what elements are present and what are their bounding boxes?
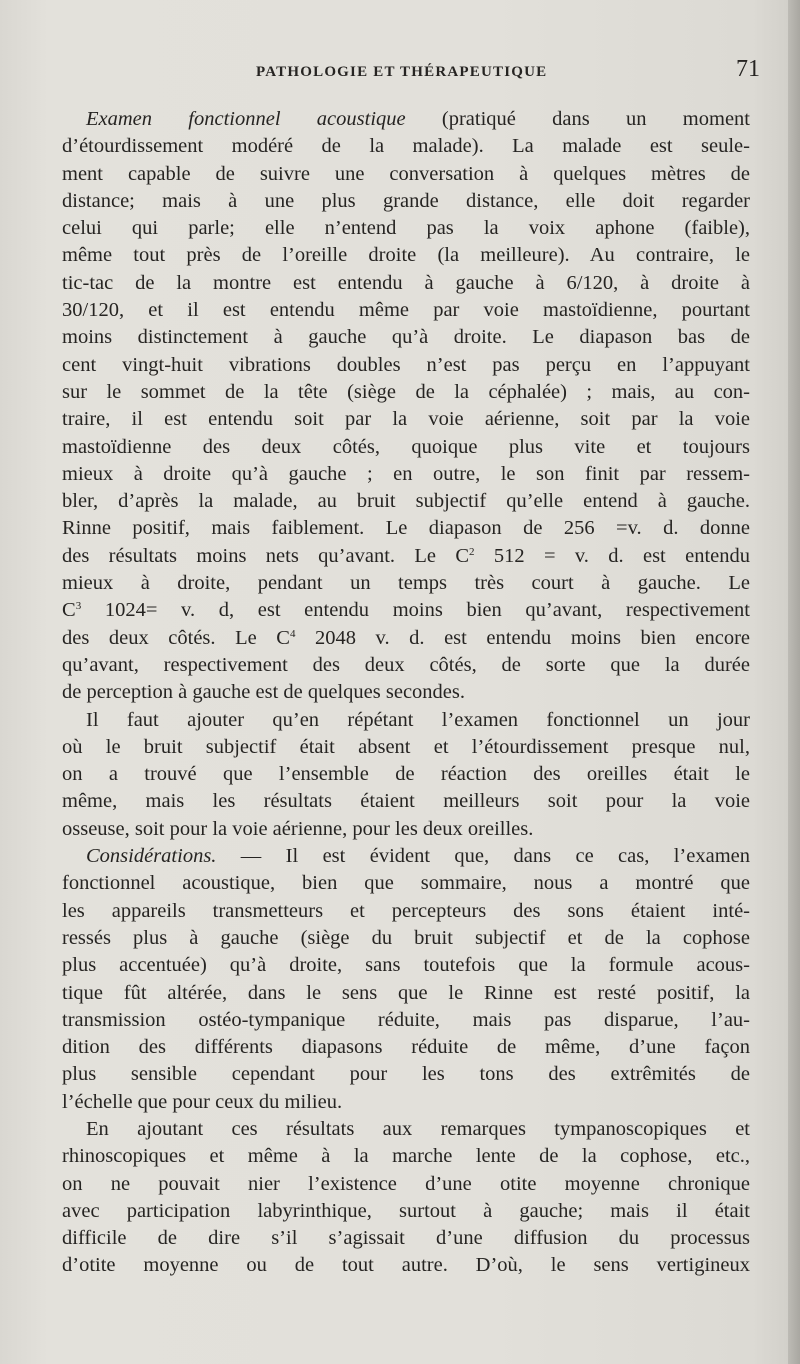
text-line (62, 324, 750, 351)
text-segment: même, mais les résultats étaient meilleurs soit pour la voie (62, 790, 750, 813)
text-line (62, 843, 750, 870)
text-segment: on ne pouvait nier l’existence d’une otite moyenne chronique (62, 1172, 750, 1195)
text-segment: plus accentuée) qu’à droite, sans toutefois que la formule acous- (62, 954, 750, 977)
text-line (62, 1007, 750, 1034)
text-segment: mastoïdienne des deux côtés, quoique plus vite et toujours (62, 435, 750, 458)
text-line (62, 980, 750, 1007)
text-segment: C (62, 599, 76, 622)
page-number: 71 (736, 56, 760, 82)
text-segment: rhinoscopiques et même à la marche lente de la cophose, etc., (62, 1145, 750, 1168)
running-title: PATHOLOGIE ET THÉRAPEUTIQUE (256, 64, 548, 80)
text-line (62, 1171, 750, 1198)
text-line (62, 788, 750, 815)
text-segment: — Il est évident que, dans ce cas, l’examen (216, 845, 750, 868)
text-segment: dition des différents diapasons réduite de même, d’une façon (62, 1036, 750, 1059)
text-line (62, 133, 750, 160)
text-segment: tic-tac de la montre est entendu à gauche à 6/120, à droite à (62, 271, 750, 294)
text-segment: plus sensible cependant pour les tons des extrêmités de (62, 1063, 750, 1086)
text-segment: 1024= v. d, est entendu moins bien qu’avant, respectivement (81, 599, 750, 622)
text-line (62, 215, 750, 242)
text-line (62, 1061, 750, 1088)
text-line (62, 270, 750, 297)
text-segment: mieux à droite qu’à gauche ; en outre, le son finit par ressem- (62, 462, 750, 485)
text-line (62, 952, 750, 979)
text-segment: celui qui parle; elle n’entend pas la voix aphone (faible), (62, 217, 750, 240)
text-segment: on a trouvé que l’ensemble de réaction des oreilles était le (62, 763, 750, 786)
text-segment: En ajoutant ces résultats aux remarques tympanoscopiques et (86, 1117, 750, 1140)
text-line (62, 488, 750, 515)
text-segment: transmission ostéo-tympanique réduite, mais pas disparue, l’au- (62, 1008, 750, 1031)
text-segment: traire, il est entendu soit par la voie aérienne, soit par la voie (62, 408, 750, 431)
text-line (62, 870, 750, 897)
text-line (62, 543, 750, 570)
text-line (62, 925, 750, 952)
text-line (62, 734, 750, 761)
text-line (62, 515, 750, 542)
text-segment: l’échelle que pour ceux du milieu. (62, 1090, 343, 1113)
text-line (62, 1252, 750, 1279)
text-segment: 2048 v. d. est entendu moins bien encore (295, 626, 750, 649)
text-line (62, 1089, 750, 1116)
text-segment: tique fût altérée, dans le sens que le Rinne est resté positif, la (62, 981, 750, 1004)
text-segment: les appareils transmetteurs et percepteurs des sons étaient inté- (62, 899, 750, 922)
text-segment: osseuse, soit pour la voie aérienne, pour les deux oreilles. (62, 817, 534, 840)
text-line (62, 242, 750, 269)
text-segment: même tout près de l’oreille droite (la meilleure). Au contraire, le (62, 244, 750, 267)
text-segment: (pratiqué dans un moment (405, 108, 750, 130)
text-line (62, 1116, 750, 1143)
text-segment: mieux à droite, pendant un temps très court à gauche. Le (62, 572, 750, 595)
body-text (62, 106, 750, 1280)
text-segment: ment capable de suivre une conversation à quelques mètres de (62, 162, 750, 185)
superscript: 2 (469, 545, 475, 558)
page-header (60, 56, 760, 86)
text-segment: des résultats moins nets qu’avant. Le C (62, 544, 470, 567)
text-line (62, 352, 750, 379)
superscript: 4 (289, 627, 296, 640)
superscript: 3 (75, 600, 82, 613)
text-segment: Il faut ajouter qu’en répétant l’examen fonctionnel un jour (86, 708, 750, 731)
text-segment: bler, d’après la malade, au bruit subjectif qu’elle entend à gauche. (62, 490, 750, 513)
text-line (62, 816, 750, 843)
text-line (62, 898, 750, 925)
text-segment: distance; mais à une plus grande distance, elle doit regarder (62, 189, 750, 212)
text-segment: cent vingt-huit vibrations doubles n’est pas perçu en l’appuyant (62, 353, 750, 376)
text-segment: d’étourdissement modéré de la malade). La malade est seule- (62, 135, 750, 158)
text-line (62, 297, 750, 324)
text-line (62, 106, 750, 133)
text-line (62, 434, 750, 461)
text-segment: moins distinctement à gauche qu’à droite. Le diapason bas de (62, 326, 750, 349)
text-line (62, 461, 750, 488)
text-line (62, 1034, 750, 1061)
text-segment: 30/120, et il est entendu même par voie mastoïdienne, pourtant (62, 299, 750, 322)
text-segment: où le bruit subjectif était absent et l’étourdissement presque nul, (62, 735, 750, 758)
text-segment: sur le sommet de la tête (siège de la céphalée) ; mais, au con- (62, 380, 750, 403)
text-line (62, 1143, 750, 1170)
italic-heading: Considérations. (86, 845, 217, 868)
page-edge-shadow (788, 0, 800, 1364)
text-segment: des deux côtés. Le C (62, 626, 290, 649)
text-segment: Rinne positif, mais faiblement. Le diapason de 256 =v. d. donne (62, 517, 750, 540)
text-line (62, 625, 750, 652)
text-line (62, 1198, 750, 1225)
text-line (62, 652, 750, 679)
text-line (62, 1225, 750, 1252)
italic-heading: Examen fonctionnel acoustique (86, 108, 406, 130)
text-segment: d’otite moyenne ou de tout autre. D’où, le sens vertigineux (62, 1254, 750, 1277)
text-line (62, 761, 750, 788)
text-segment: avec participation labyrinthique, surtout à gauche; mais il était (62, 1199, 750, 1222)
text-segment: qu’avant, respectivement des deux côtés, de sorte que la durée (62, 653, 750, 676)
text-segment: 512 = v. d. est entendu (474, 544, 750, 567)
text-line (62, 597, 750, 624)
text-line (62, 188, 750, 215)
text-line (62, 679, 750, 706)
text-line (62, 379, 750, 406)
text-segment: fonctionnel acoustique, bien que sommaire, nous a montré que (62, 872, 750, 895)
text-line (62, 406, 750, 433)
text-segment: difficile de dire s’il s’agissait d’une diffusion du processus (62, 1227, 750, 1250)
text-line (62, 570, 750, 597)
text-line (62, 707, 750, 734)
text-line (62, 161, 750, 188)
text-segment: ressés plus à gauche (siège du bruit subjectif et de la cophose (62, 926, 750, 949)
text-segment: de perception à gauche est de quelques secondes. (62, 681, 466, 704)
